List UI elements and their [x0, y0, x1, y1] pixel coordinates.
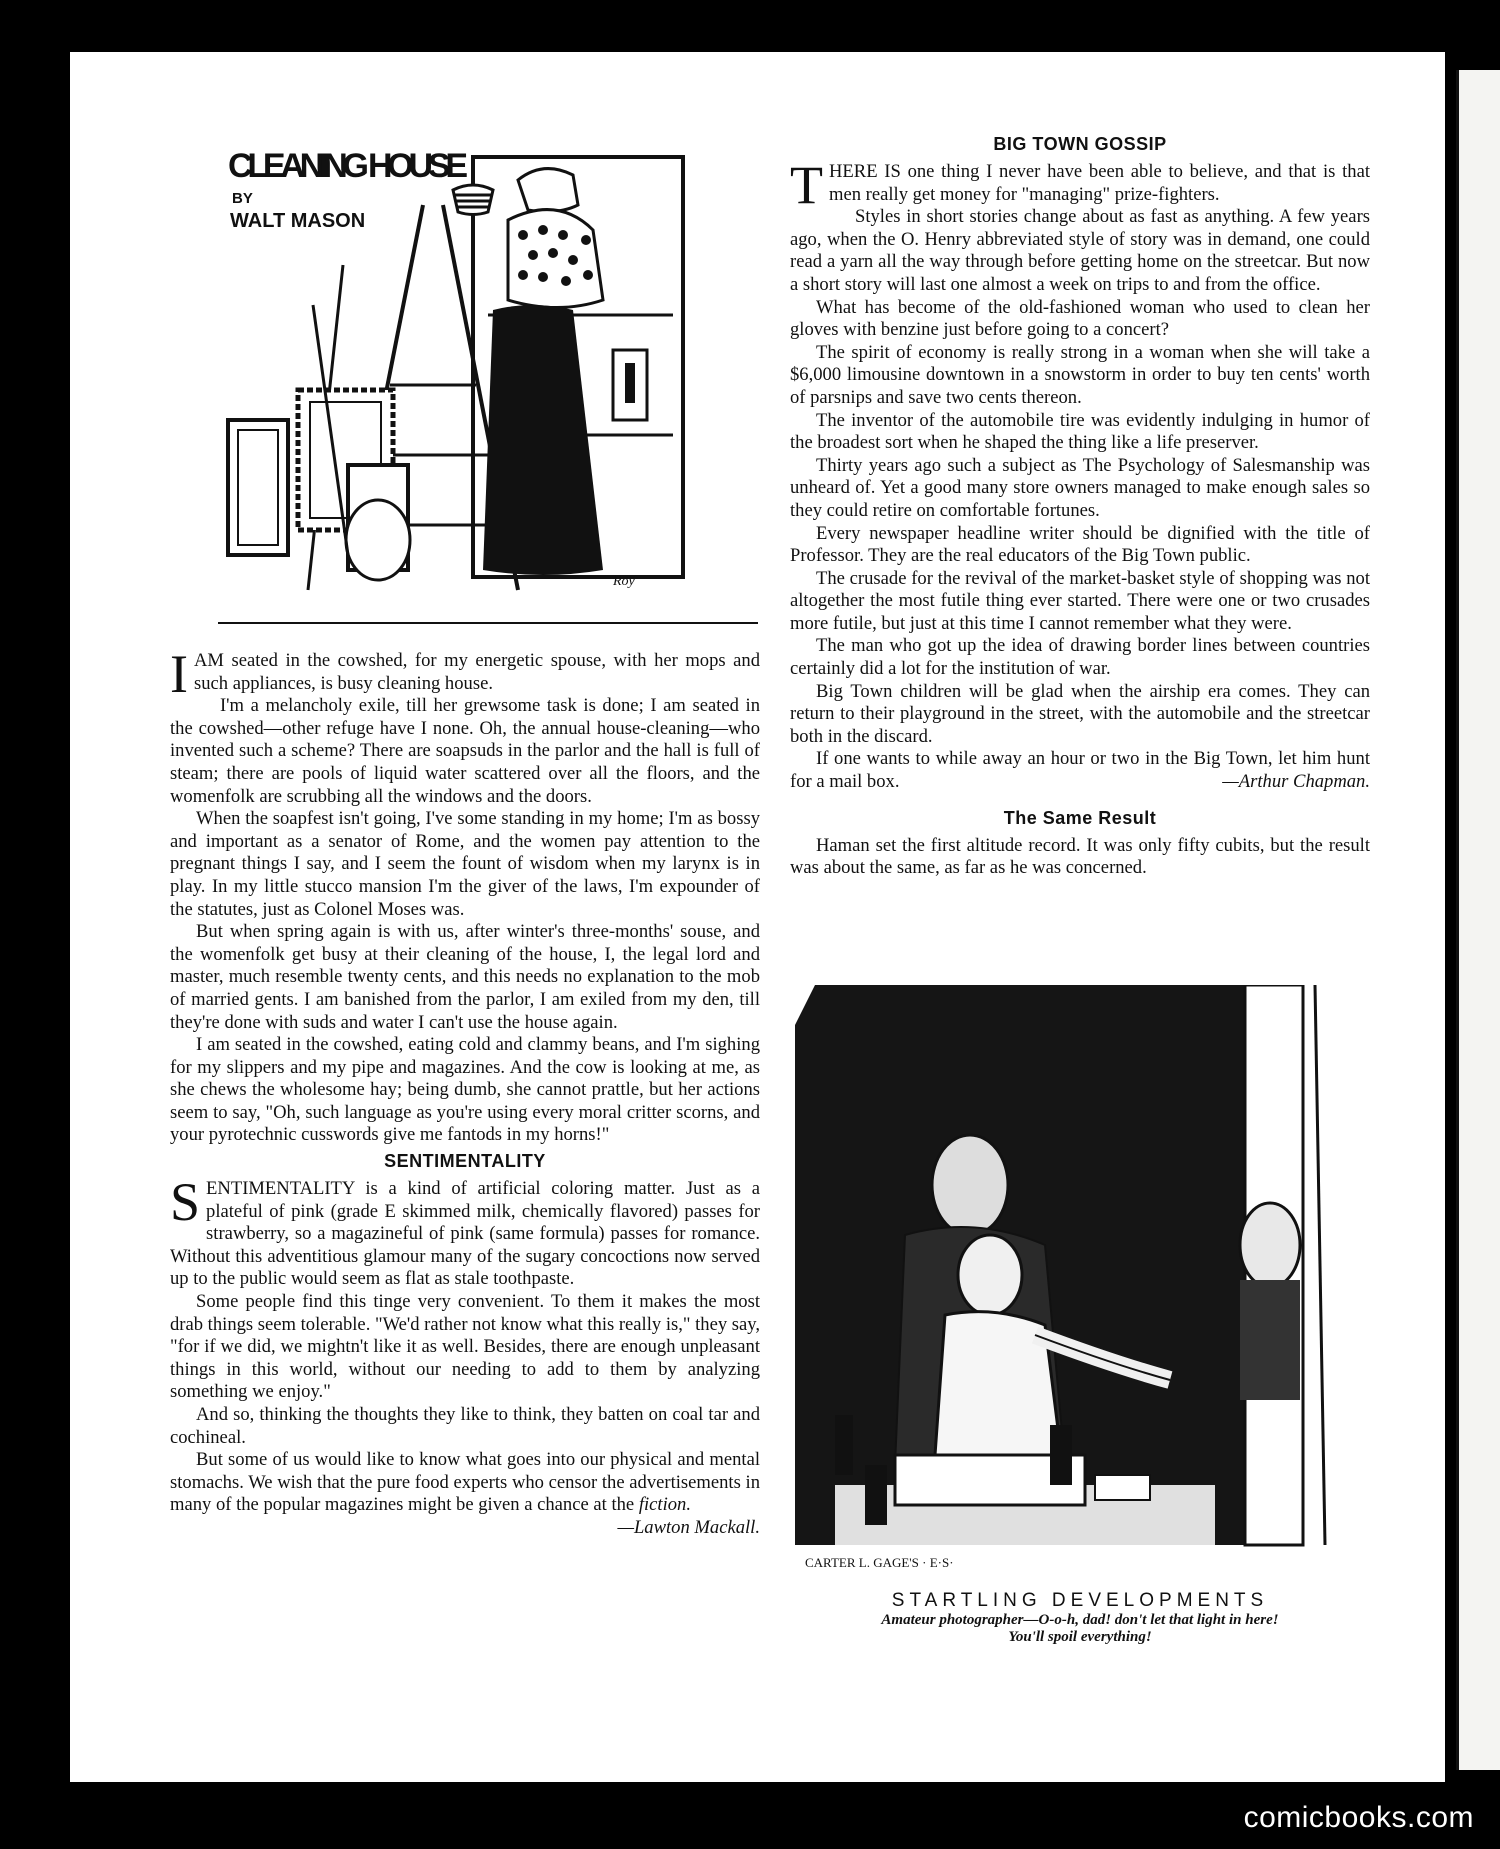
gossip-p1-text: HERE IS one thing I never have been able to believe, and that is that men really get money for "managing" prize-fighters.	[829, 161, 1370, 205]
same-result-heading: The Same Result	[1003, 807, 1157, 828]
sentimentality-paragraph-3: And so, thinking the thoughts they like to think, they batten on coal tar and cochineal.	[170, 1404, 760, 1448]
illustration-author: WALT MASON	[230, 210, 366, 232]
sentimentality-paragraph-4	[170, 1449, 760, 1538]
cleaning-paragraph-4: But when spring again is with us, after winter's three-months' souse, and the womenfolk get busy at their cleaning of the house, I, the legal lord and master, much resemble twenty cents, and this needs no explanation to the mob of married gents. I am banished from the parlor, I am exiled from my den, till they're done with suds and water I can't use the house again.	[170, 921, 760, 1033]
gossip-paragraph-2: Styles in short stories change about as fast as anything. A few years ago, when the O. Henry abbreviated style of story was in demand, one could read a yarn all the way through before getting home on the streetcar. But now a short story will last one almost a week on trips to and from the office.	[790, 206, 1370, 295]
gossip-paragraph-1	[790, 155, 1370, 215]
gossip-paragraph-5: The inventor of the automobile tire was evidently indulging in humor of the broadest sort when he shaped the thing like a life preserver.	[790, 409, 1370, 454]
cartoon-speaker: Amateur photographer	[881, 1612, 1024, 1628]
gossip-paragraph-6: Thirty years ago such a subject as The Psychology of Salesmanship was unheard of. Yet a good many store owners managed to make enough sales so they could retire on comfortable fortunes.	[790, 454, 1370, 521]
big-town-gossip-heading: BIG TOWN GOSSIP	[993, 134, 1167, 154]
drop-cap-i: I	[170, 644, 188, 704]
cartoon-caption-line-2: You'll spoil everything!	[1008, 1629, 1152, 1645]
gossip-paragraph-7: Every newspaper headline writer should be dignified with the title of Professor. They are the real educators of the Big Town public.	[790, 522, 1370, 567]
cleaning-house-drawing	[218, 135, 758, 630]
cleaning-paragraph-5: I am seated in the cowshed, eating cold and clammy beans, and I'm sighing for my slippers and my pipe and magazines. And the cow is looking at me, as she chews the wholesome hay; being dumb, she cannot prattle, but her actions seem to say, "Oh, such language as you're using every moral critter scorns, and your pyrotechnic cusswords give me fantods in my horns!"	[170, 1034, 760, 1146]
gossip-p11-text: If one wants to while away an hour or two in the Big Town, let him hunt for a mail box.	[790, 748, 1370, 793]
sentimentality-paragraph-2: Some people find this tinge very convenient. To them it makes the most drab things seem tolerable. "We'd rather not know what this really is," they say, "for if we did, we mightn't like it as well. Besides, there are enough unpleasant things in this world, without our needing to add to them by analyzing something we enjoy."	[170, 1291, 761, 1403]
drop-cap-s: S	[170, 1172, 201, 1233]
sentimentality-p4-text: But some of us would like to know what goes into our physical and mental stomachs. We wish that the pure food experts who censor the advertisements in many of the popular magazines might be given a chance at the	[170, 1449, 760, 1516]
startling-developments-cartoon	[795, 985, 1365, 1575]
fiction-emphasis: fiction.	[638, 1494, 691, 1516]
cartoon-artist-signature: CARTER L. GAGE'S · E·S·	[805, 1555, 954, 1570]
sentimentality-heading: SENTIMENTALITY	[384, 1151, 546, 1172]
right-column	[790, 130, 1370, 880]
cartoon-line-1: —O-o-h, dad! don't let that light in here!	[1023, 1612, 1279, 1628]
gossip-paragraph-9: The man who got up the idea of drawing border lines between countries certainly did a lot for the institution of war.	[790, 635, 1370, 680]
same-result-paragraph: Haman set the first altitude record. It was only fifty cubits, but the result was about the same, as far as he was concerned.	[790, 834, 1370, 879]
gossip-paragraph-11	[790, 748, 1370, 793]
cartoon-caption-line-1	[795, 1612, 1365, 1629]
sentimentality-signature: —Lawton Mackall.	[617, 1516, 760, 1538]
cartoon-drawing	[795, 985, 1365, 1575]
cleaning-house-illustration	[218, 135, 758, 630]
left-column	[170, 644, 761, 1540]
cleaning-paragraph-3: When the soapfest isn't going, I've some standing in my home; I'm as bossy and important as a senator of Rome, and the women pay attention to the pregnant things I say, and I seem the fount of wisdom when my larynx is in play. In my little stucco mansion I'm the giver of the laws, I'm expounder of the statutes, just as Colonel Moses was.	[170, 808, 760, 920]
gossip-paragraph-4: The spirit of economy is really strong in a woman when she will take a $6,000 limousine downtown in a snowstorm in order to buy ten cents' worth of parsnips and save two cents thereon.	[790, 341, 1370, 408]
gossip-paragraph-10: Big Town children will be glad when the airship era comes. They can return to their playground in the street, with the automobile and the streetcar both in the discard.	[790, 680, 1370, 747]
cleaning-paragraph-2: I'm a melancholy exile, till her grewsome task is done; I am seated in the cowshed—other refuge have I none. Oh, the annual house-cleaning—who invented such a scheme? There are soapsuds in the parlor and the hall is full of steam; there are pools of liquid water scattered over all the floors, and the womenfolk are scrubbing all the windows and the doors.	[170, 695, 760, 807]
gossip-paragraph-8: The crusade for the revival of the market-basket style of shopping was not altogether the most futile thing ever started. There were one or two crusades more futile, but just at this time I cannot remember what they were.	[790, 567, 1370, 634]
illustration-byline: BY	[232, 190, 253, 207]
site-watermark: comicbooks.com	[1243, 1801, 1474, 1834]
cleaning-p1-text: AM seated in the cowshed, for my energetic spouse, with her mops and such appliances, is busy cleaning house.	[193, 650, 760, 694]
gossip-signature: —Arthur Chapman.	[1222, 771, 1370, 793]
next-page-edge	[1456, 70, 1500, 1770]
cartoon-caption	[795, 1590, 1365, 1646]
gossip-paragraph-3: What has become of the old-fashioned woman who used to clean her gloves with benzine just before going to a concert?	[790, 296, 1370, 341]
cleaning-paragraph-1	[170, 644, 760, 704]
cartoon-title: STARTLING DEVELOPMENTS	[891, 1590, 1269, 1611]
drop-cap-t: T	[790, 155, 823, 215]
sentimentality-p1-text: ENTIMENTALITY is a kind of artificial coloring matter. Just as a plateful of pink (grade E skimmed milk, chemically flavored) passes for strawberry, so a magazineful of pink (same formula) passes for romance. Without this adventitious glamour many of the sugary concoctions now served up to the public would seem as flat as stale toothpaste.	[170, 1178, 760, 1290]
sentimentality-paragraph-1	[170, 1172, 760, 1291]
illustration-title: CLEANING HOUSE	[228, 147, 468, 185]
svg-text:Roy: Roy	[613, 574, 635, 589]
